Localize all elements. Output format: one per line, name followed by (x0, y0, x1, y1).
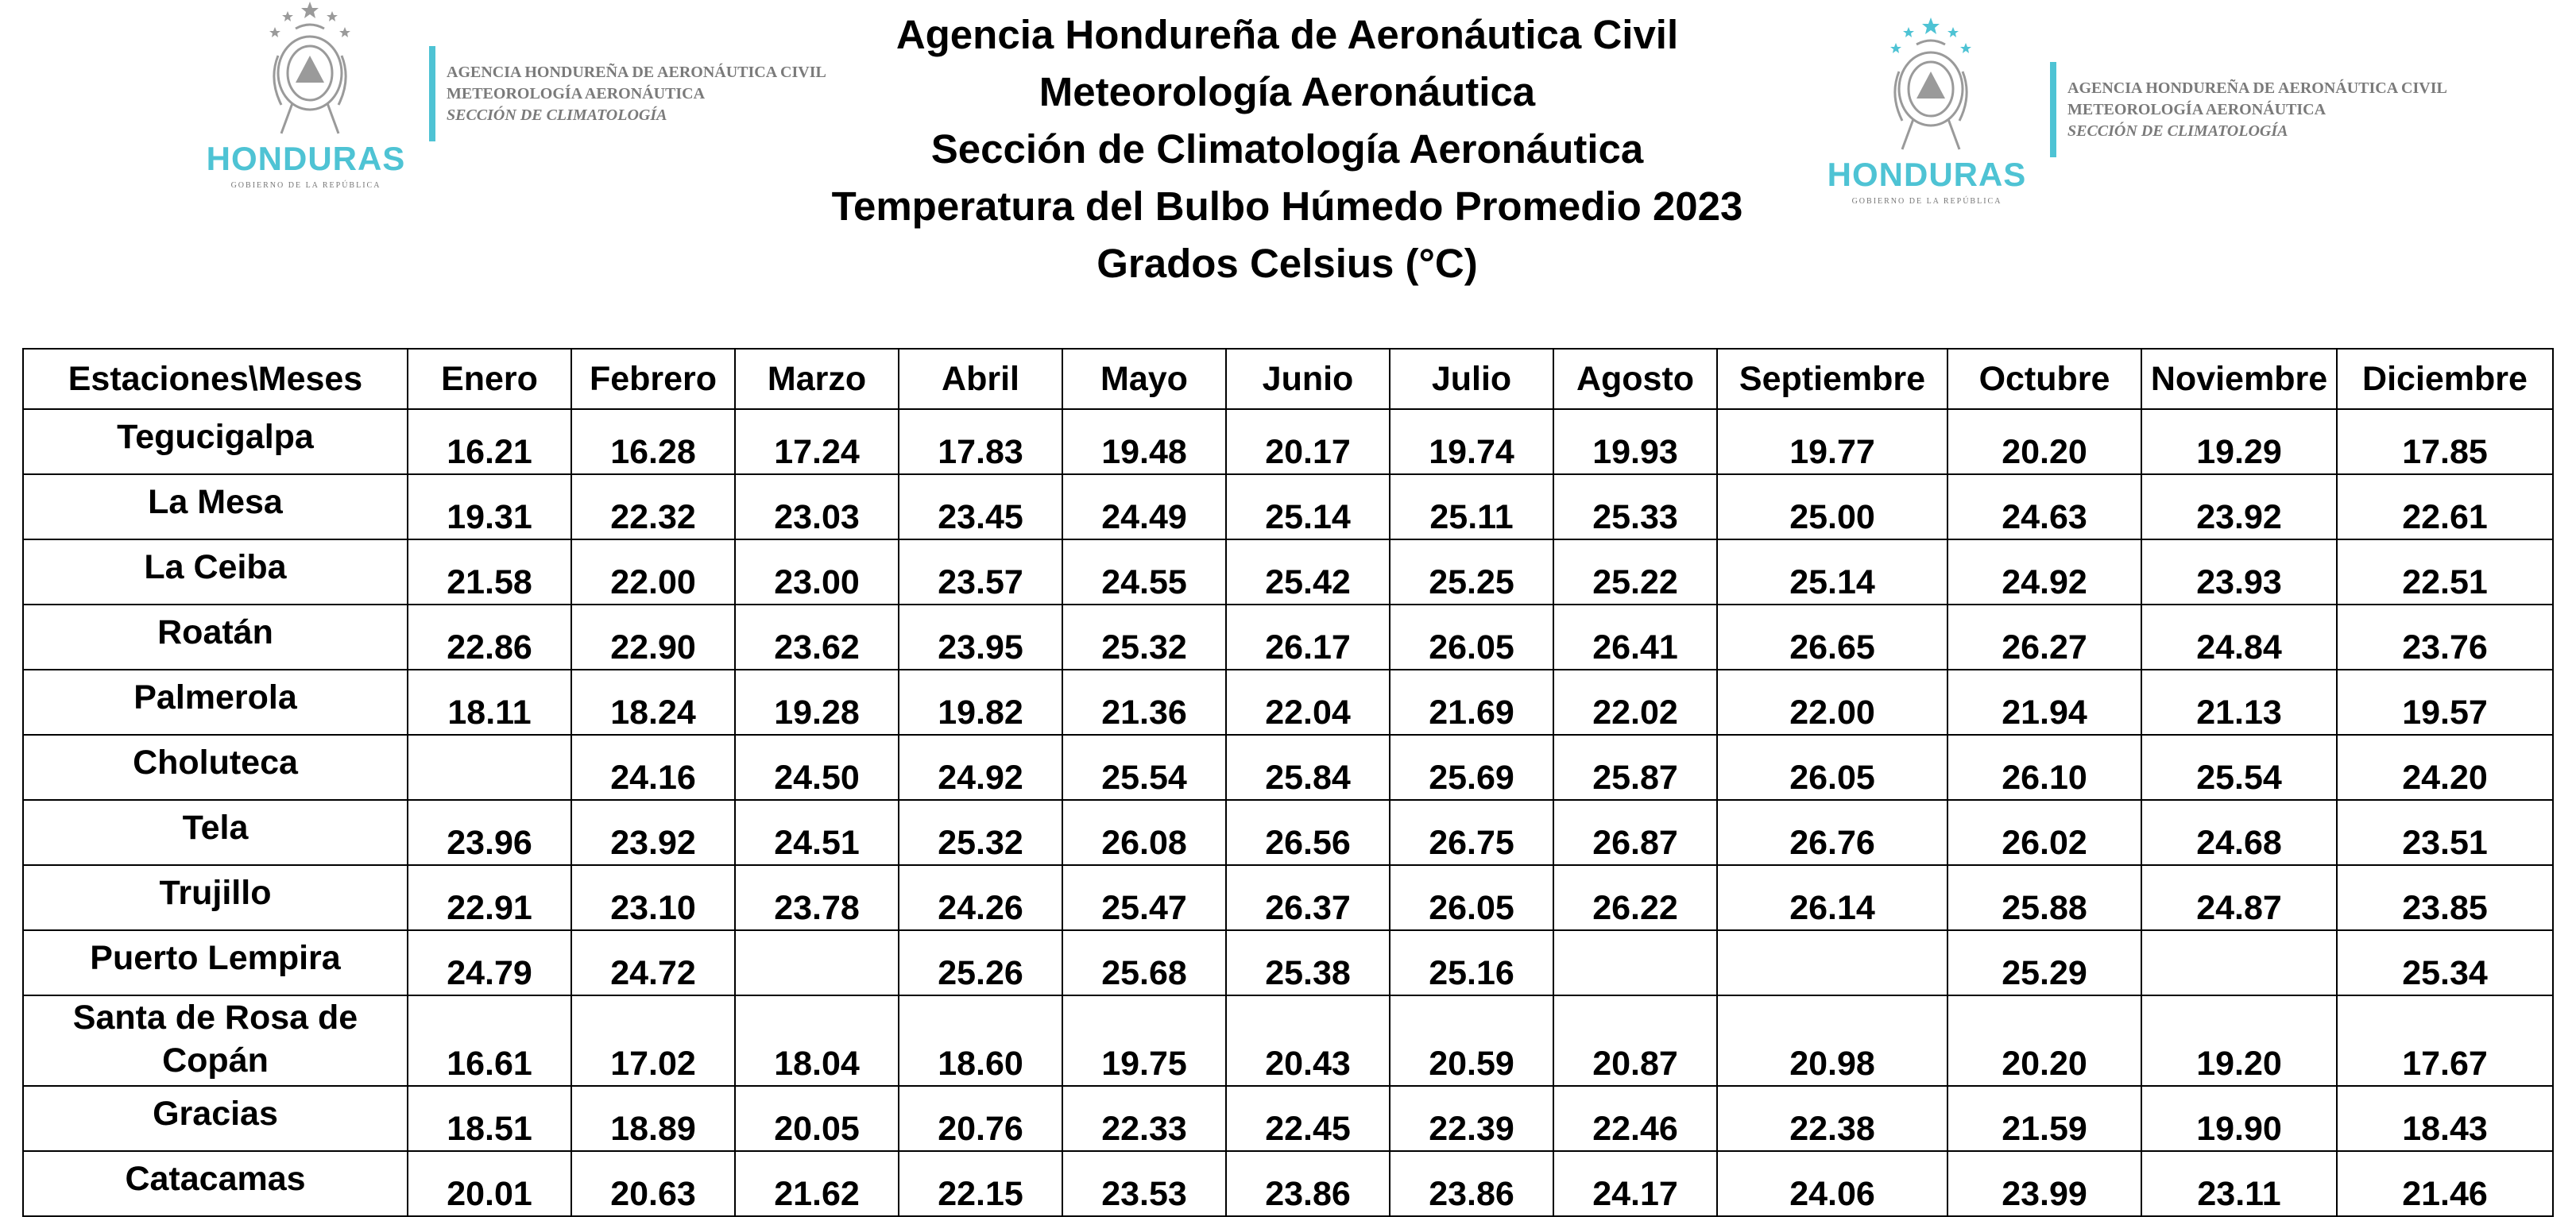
temperature-cell: 19.20 (2141, 995, 2337, 1086)
temperature-cell: 23.78 (735, 865, 899, 930)
temperature-cell: 20.20 (1947, 995, 2141, 1086)
temperature-cell (408, 735, 571, 800)
station-name-cell: Puerto Lempira (23, 930, 408, 995)
temperature-cell: 26.14 (1717, 865, 1947, 930)
logo-country-text: HONDURAS (206, 140, 406, 177)
station-name-cell: Santa de Rosa de Copán (23, 995, 408, 1086)
temperature-cell: 25.42 (1226, 539, 1390, 605)
temperature-cell: 19.82 (899, 670, 1062, 735)
logo-government-text: GOBIERNO DE LA REPÚBLICA (1851, 197, 2002, 206)
temperature-cell: 24.17 (1553, 1151, 1717, 1216)
temperature-cell: 25.14 (1717, 539, 1947, 605)
temperature-cell: 24.20 (2337, 735, 2553, 800)
temperature-cell: 24.79 (408, 930, 571, 995)
station-name-cell: Choluteca (23, 735, 408, 800)
temperature-cell: 23.85 (2337, 865, 2553, 930)
station-name-cell: Trujillo (23, 865, 408, 930)
temperature-cell: 25.38 (1226, 930, 1390, 995)
temperature-cell: 22.51 (2337, 539, 2553, 605)
table-row (23, 605, 2553, 670)
temperature-cell: 22.32 (571, 474, 735, 539)
temperature-cell: 19.74 (1390, 409, 1553, 474)
temperature-cell: 18.11 (408, 670, 571, 735)
temperature-cell: 19.31 (408, 474, 571, 539)
column-header: Abril (899, 349, 1062, 409)
temperature-cell: 23.76 (2337, 605, 2553, 670)
temperature-cell: 25.47 (1062, 865, 1226, 930)
coat-of-arms-icon (199, 0, 421, 143)
temperature-cell: 25.33 (1553, 474, 1717, 539)
temperature-cell: 16.61 (408, 995, 571, 1086)
logo-government-text: GOBIERNO DE LA REPÚBLICA (230, 181, 381, 190)
station-name-cell: La Mesa (23, 474, 408, 539)
temperature-cell: 24.26 (899, 865, 1062, 930)
temperature-cell: 21.59 (1947, 1086, 2141, 1151)
column-header: Agosto (1553, 349, 1717, 409)
table-row (23, 1151, 2553, 1216)
temperature-cell: 18.89 (571, 1086, 735, 1151)
logo-accent-bar (2050, 62, 2056, 157)
temperature-cell: 21.62 (735, 1151, 899, 1216)
temperature-cell: 23.51 (2337, 800, 2553, 865)
temperature-cell: 20.05 (735, 1086, 899, 1151)
temperature-cell: 20.98 (1717, 995, 1947, 1086)
temperature-cell: 23.99 (1947, 1151, 2141, 1216)
table-row (23, 1086, 2553, 1151)
temperature-cell: 26.56 (1226, 800, 1390, 865)
temperature-cell: 22.00 (1717, 670, 1947, 735)
column-header: Marzo (735, 349, 899, 409)
station-name-cell: Tela (23, 800, 408, 865)
temperature-cell: 26.22 (1553, 865, 1717, 930)
station-name-cell: Gracias (23, 1086, 408, 1151)
honduras-logo-right (1804, 16, 2455, 222)
temperature-cell: 25.88 (1947, 865, 2141, 930)
coat-of-arms-icon (1820, 16, 2042, 159)
temperature-cell: 23.86 (1226, 1151, 1390, 1216)
table-header-row (23, 349, 2553, 409)
temperature-cell: 26.17 (1226, 605, 1390, 670)
wet-bulb-temperature-table (22, 348, 2554, 1217)
temperature-cell: 26.08 (1062, 800, 1226, 865)
table-row (23, 409, 2553, 474)
table-row (23, 800, 2553, 865)
station-name-cell: La Ceiba (23, 539, 408, 605)
temperature-cell: 25.84 (1226, 735, 1390, 800)
station-name-cell: Roatán (23, 605, 408, 670)
temperature-cell: 26.76 (1717, 800, 1947, 865)
temperature-cell: 23.62 (735, 605, 899, 670)
temperature-cell: 16.21 (408, 409, 571, 474)
table-row (23, 995, 2553, 1086)
temperature-cell: 20.87 (1553, 995, 1717, 1086)
temperature-cell: 24.72 (571, 930, 735, 995)
temperature-cell: 19.90 (2141, 1086, 2337, 1151)
temperature-cell: 22.90 (571, 605, 735, 670)
temperature-cell: 25.22 (1553, 539, 1717, 605)
temperature-cell: 22.04 (1226, 670, 1390, 735)
temperature-cell: 25.16 (1390, 930, 1553, 995)
table-row (23, 930, 2553, 995)
temperature-cell: 24.84 (2141, 605, 2337, 670)
temperature-cell: 18.04 (735, 995, 899, 1086)
logo-line-3: SECCIÓN DE CLIMATOLOGÍA (2067, 122, 2288, 140)
temperature-cell: 25.54 (2141, 735, 2337, 800)
temperature-cell (1717, 930, 1947, 995)
temperature-cell: 26.75 (1390, 800, 1553, 865)
logo-accent-bar (429, 46, 435, 141)
temperature-cell: 26.10 (1947, 735, 2141, 800)
temperature-cell: 26.41 (1553, 605, 1717, 670)
temperature-cell: 16.28 (571, 409, 735, 474)
temperature-cell: 25.32 (899, 800, 1062, 865)
temperature-cell: 23.92 (2141, 474, 2337, 539)
column-header: Septiembre (1717, 349, 1947, 409)
temperature-cell (2141, 930, 2337, 995)
temperature-cell: 25.68 (1062, 930, 1226, 995)
temperature-cell: 21.36 (1062, 670, 1226, 735)
temperature-cell: 25.26 (899, 930, 1062, 995)
column-header: Diciembre (2337, 349, 2553, 409)
temperature-cell: 24.06 (1717, 1151, 1947, 1216)
temperature-cell: 18.43 (2337, 1086, 2553, 1151)
temperature-cell: 19.48 (1062, 409, 1226, 474)
temperature-cell: 24.92 (1947, 539, 2141, 605)
logo-agency-lines (447, 62, 826, 126)
temperature-cell: 25.25 (1390, 539, 1553, 605)
temperature-cell: 18.24 (571, 670, 735, 735)
temperature-cell: 20.76 (899, 1086, 1062, 1151)
temperature-cell: 22.91 (408, 865, 571, 930)
logo-agency-lines (2067, 78, 2447, 142)
temperature-cell: 19.77 (1717, 409, 1947, 474)
temperature-cell: 22.61 (2337, 474, 2553, 539)
table-row (23, 539, 2553, 605)
temperature-cell: 25.14 (1226, 474, 1390, 539)
temperature-cell: 22.45 (1226, 1086, 1390, 1151)
temperature-cell: 26.05 (1717, 735, 1947, 800)
temperature-cell: 26.05 (1390, 605, 1553, 670)
temperature-cell: 19.28 (735, 670, 899, 735)
logo-line-2: METEOROLOGÍA AERONÁUTICA (447, 85, 706, 102)
temperature-cell: 19.93 (1553, 409, 1717, 474)
temperature-cell: 17.67 (2337, 995, 2553, 1086)
temperature-cell: 17.02 (571, 995, 735, 1086)
temperature-cell: 22.39 (1390, 1086, 1553, 1151)
station-name-cell: Tegucigalpa (23, 409, 408, 474)
temperature-cell: 25.29 (1947, 930, 2141, 995)
temperature-cell: 24.92 (899, 735, 1062, 800)
temperature-cell: 20.63 (571, 1151, 735, 1216)
temperature-cell (735, 930, 899, 995)
column-header: Julio (1390, 349, 1553, 409)
temperature-cell: 21.58 (408, 539, 571, 605)
column-header: Octubre (1947, 349, 2141, 409)
temperature-cell: 20.20 (1947, 409, 2141, 474)
temperature-cell: 25.69 (1390, 735, 1553, 800)
temperature-cell: 23.00 (735, 539, 899, 605)
title-units: Grados Celsius (°C) (1097, 241, 1478, 286)
table-row (23, 865, 2553, 930)
temperature-cell: 25.87 (1553, 735, 1717, 800)
column-header: Enero (408, 349, 571, 409)
temperature-cell: 23.53 (1062, 1151, 1226, 1216)
temperature-cell: 21.94 (1947, 670, 2141, 735)
temperature-cell: 24.87 (2141, 865, 2337, 930)
temperature-cell: 18.51 (408, 1086, 571, 1151)
temperature-cell: 23.11 (2141, 1151, 2337, 1216)
temperature-cell: 24.16 (571, 735, 735, 800)
temperature-cell: 19.57 (2337, 670, 2553, 735)
temperature-cell: 23.95 (899, 605, 1062, 670)
temperature-cell: 22.38 (1717, 1086, 1947, 1151)
table-row (23, 735, 2553, 800)
temperature-cell: 23.03 (735, 474, 899, 539)
column-header: Junio (1226, 349, 1390, 409)
temperature-cell: 24.63 (1947, 474, 2141, 539)
logo-line-1: AGENCIA HONDUREÑA DE AERONÁUTICA CIVIL (447, 64, 826, 81)
logo-country-text: HONDURAS (1827, 156, 2027, 193)
honduras-logo-left (183, 0, 834, 207)
temperature-cell: 19.75 (1062, 995, 1226, 1086)
column-header: Febrero (571, 349, 735, 409)
station-name-cell: Palmerola (23, 670, 408, 735)
temperature-cell (1553, 930, 1717, 995)
temperature-cell: 20.01 (408, 1151, 571, 1216)
station-name-cell: Catacamas (23, 1151, 408, 1216)
temperature-cell: 22.02 (1553, 670, 1717, 735)
temperature-cell: 24.55 (1062, 539, 1226, 605)
temperature-cell: 24.51 (735, 800, 899, 865)
temperature-cell: 22.86 (408, 605, 571, 670)
temperature-cell: 23.57 (899, 539, 1062, 605)
temperature-cell: 25.32 (1062, 605, 1226, 670)
document-title-block (795, 6, 1780, 292)
temperature-cell: 20.17 (1226, 409, 1390, 474)
temperature-cell: 26.87 (1553, 800, 1717, 865)
temperature-cell: 23.96 (408, 800, 571, 865)
temperature-cell: 21.46 (2337, 1151, 2553, 1216)
temperature-cell: 22.00 (571, 539, 735, 605)
temperature-cell: 26.37 (1226, 865, 1390, 930)
logo-line-3: SECCIÓN DE CLIMATOLOGÍA (447, 106, 667, 124)
temperature-cell: 22.33 (1062, 1086, 1226, 1151)
temperature-cell: 21.13 (2141, 670, 2337, 735)
temperature-cell: 24.49 (1062, 474, 1226, 539)
table-row (23, 474, 2553, 539)
temperature-cell: 23.45 (899, 474, 1062, 539)
temperature-cell: 23.86 (1390, 1151, 1553, 1216)
title-report: Temperatura del Bulbo Húmedo Promedio 2023 (831, 184, 1743, 229)
title-section: Sección de Climatología Aeronáutica (930, 126, 1644, 172)
temperature-cell: 23.92 (571, 800, 735, 865)
temperature-cell: 24.50 (735, 735, 899, 800)
temperature-cell: 17.83 (899, 409, 1062, 474)
temperature-cell: 25.54 (1062, 735, 1226, 800)
temperature-cell: 17.85 (2337, 409, 2553, 474)
temperature-cell: 22.15 (899, 1151, 1062, 1216)
table-body (23, 409, 2553, 1216)
temperature-cell: 22.46 (1553, 1086, 1717, 1151)
temperature-cell: 21.69 (1390, 670, 1553, 735)
temperature-cell: 17.24 (735, 409, 899, 474)
temperature-cell: 25.34 (2337, 930, 2553, 995)
temperature-cell: 23.93 (2141, 539, 2337, 605)
temperature-cell: 24.68 (2141, 800, 2337, 865)
temperature-cell: 26.02 (1947, 800, 2141, 865)
logo-line-1: AGENCIA HONDUREÑA DE AERONÁUTICA CIVIL (2067, 79, 2447, 97)
temperature-cell: 26.27 (1947, 605, 2141, 670)
temperature-cell: 20.43 (1226, 995, 1390, 1086)
temperature-cell: 25.11 (1390, 474, 1553, 539)
temperature-cell: 23.10 (571, 865, 735, 930)
temperature-cell: 18.60 (899, 995, 1062, 1086)
logo-line-2: METEOROLOGÍA AERONÁUTICA (2067, 101, 2327, 118)
title-agency: Agencia Hondureña de Aeronáutica Civil (895, 12, 1679, 57)
temperature-cell: 19.29 (2141, 409, 2337, 474)
table-row (23, 670, 2553, 735)
column-header: Mayo (1062, 349, 1226, 409)
temperature-cell: 20.59 (1390, 995, 1553, 1086)
document-header (0, 0, 2576, 334)
temperature-cell: 26.05 (1390, 865, 1553, 930)
title-meteorology: Meteorología Aeronáutica (1039, 69, 1536, 114)
column-header: Noviembre (2141, 349, 2337, 409)
column-header: Estaciones\Meses (23, 349, 408, 409)
temperature-cell: 25.00 (1717, 474, 1947, 539)
temperature-cell: 26.65 (1717, 605, 1947, 670)
